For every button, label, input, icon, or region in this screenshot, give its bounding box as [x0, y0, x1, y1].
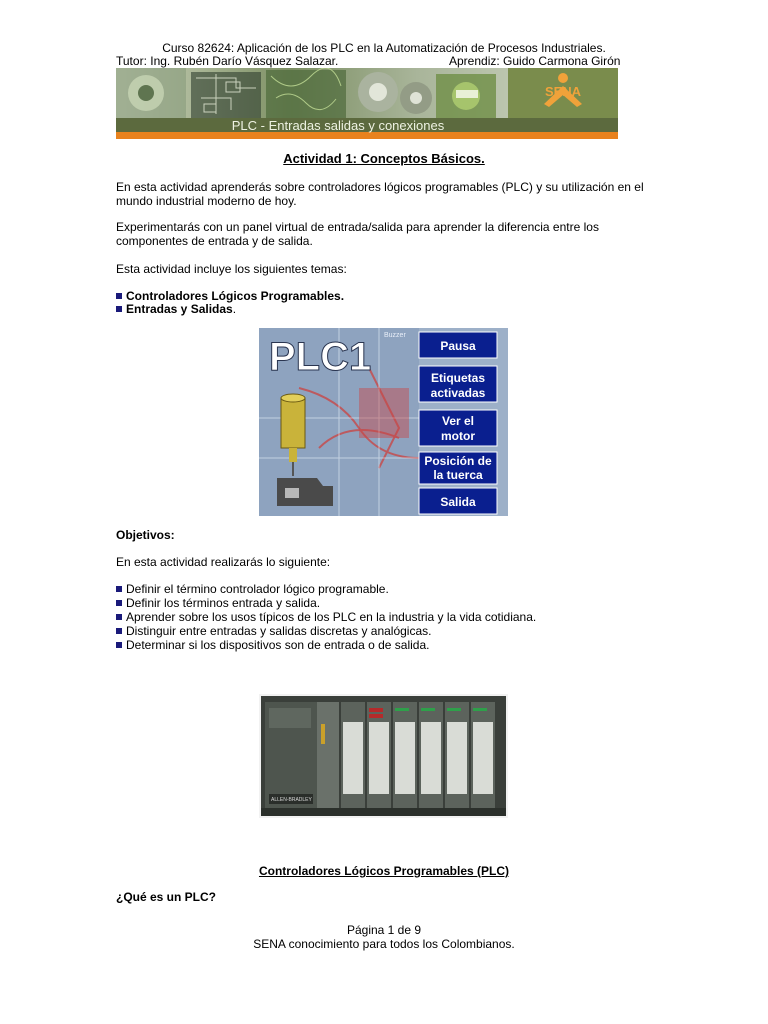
bullet-square-icon — [116, 628, 122, 634]
bullet-square-icon — [116, 642, 122, 648]
course-header: Curso 82624: Aplicación de los PLC en la Automatización de Procesos Industriales. — [162, 41, 606, 55]
etiquetas-button-l2: activadas — [430, 386, 486, 400]
sena-logo-text: SENA — [544, 84, 582, 99]
bullet-square-icon — [116, 600, 122, 606]
apprentice-line: Aprendiz: Guido Carmona Girón — [449, 54, 621, 68]
objective-item: Definir los términos entrada y salida. — [116, 596, 320, 610]
topic-item: Entradas y Salidas. — [116, 302, 236, 316]
banner-graphic — [116, 68, 618, 139]
topic-item: Controladores Lógicos Programables. — [116, 289, 344, 303]
objective-item: Aprender sobre los usos típicos de los PLC en la industria y la vida cotidiana. — [116, 610, 536, 624]
topics-intro: Esta actividad incluye los siguientes temas: — [116, 262, 347, 276]
hardware-brand-label: ALLEN-BRADLEY — [271, 797, 312, 803]
tutor-line: Tutor: Ing. Rubén Darío Vásquez Salazar. — [116, 54, 339, 68]
plc-virtual-panel-image — [259, 328, 508, 516]
footer-tagline: SENA conocimiento para todos los Colombianos. — [253, 937, 515, 951]
plc-hardware-photo — [259, 694, 508, 818]
section-question: ¿Qué es un PLC? — [116, 890, 217, 904]
ver-motor-button-l2: motor — [441, 429, 475, 443]
header-banner — [116, 68, 618, 139]
etiquetas-button-l1: Etiquetas — [430, 371, 486, 385]
bullet-square-icon — [116, 306, 122, 312]
bullet-square-icon — [116, 614, 122, 620]
section-title: Controladores Lógicos Programables (PLC) — [258, 864, 510, 878]
objective-item: Determinar si los dispositivos son de entrada o de salida. — [116, 638, 430, 652]
posicion-button-l2: la tuerca — [433, 468, 483, 482]
experiment-paragraph: Experimentarás con un panel virtual de entrada/salida para aprender la diferencia entre los componentes de entrada y de salida. — [116, 220, 599, 248]
posicion-button-l1: Posición de — [424, 454, 492, 468]
ver-motor-button-l1: Ver el — [441, 414, 475, 428]
bullet-square-icon — [116, 586, 122, 592]
bullet-square-icon — [116, 293, 122, 299]
objectives-intro: En esta actividad realizarás lo siguiente: — [116, 555, 331, 569]
intro-paragraph: En esta actividad aprenderás sobre controladores lógicos programables (PLC) y su utilización en el mundo industrial moderno de hoy. — [116, 180, 644, 208]
objectives-heading: Objetivos: — [116, 528, 175, 542]
pausa-button: Pausa — [440, 339, 476, 353]
page-number: Página 1 de 9 — [346, 923, 422, 937]
banner-title: PLC - Entradas salidas y conexiones — [231, 118, 445, 133]
salida-button: Salida — [440, 495, 476, 509]
activity-title: Actividad 1: Conceptos Básicos. — [283, 151, 485, 166]
plc-panel-title: PLC1 — [269, 335, 372, 379]
objective-item: Distinguir entre entradas y salidas discretas y analógicas. — [116, 624, 431, 638]
buzzer-label: Buzzer — [384, 332, 406, 339]
objective-item: Definir el término controlador lógico programable. — [116, 582, 389, 596]
